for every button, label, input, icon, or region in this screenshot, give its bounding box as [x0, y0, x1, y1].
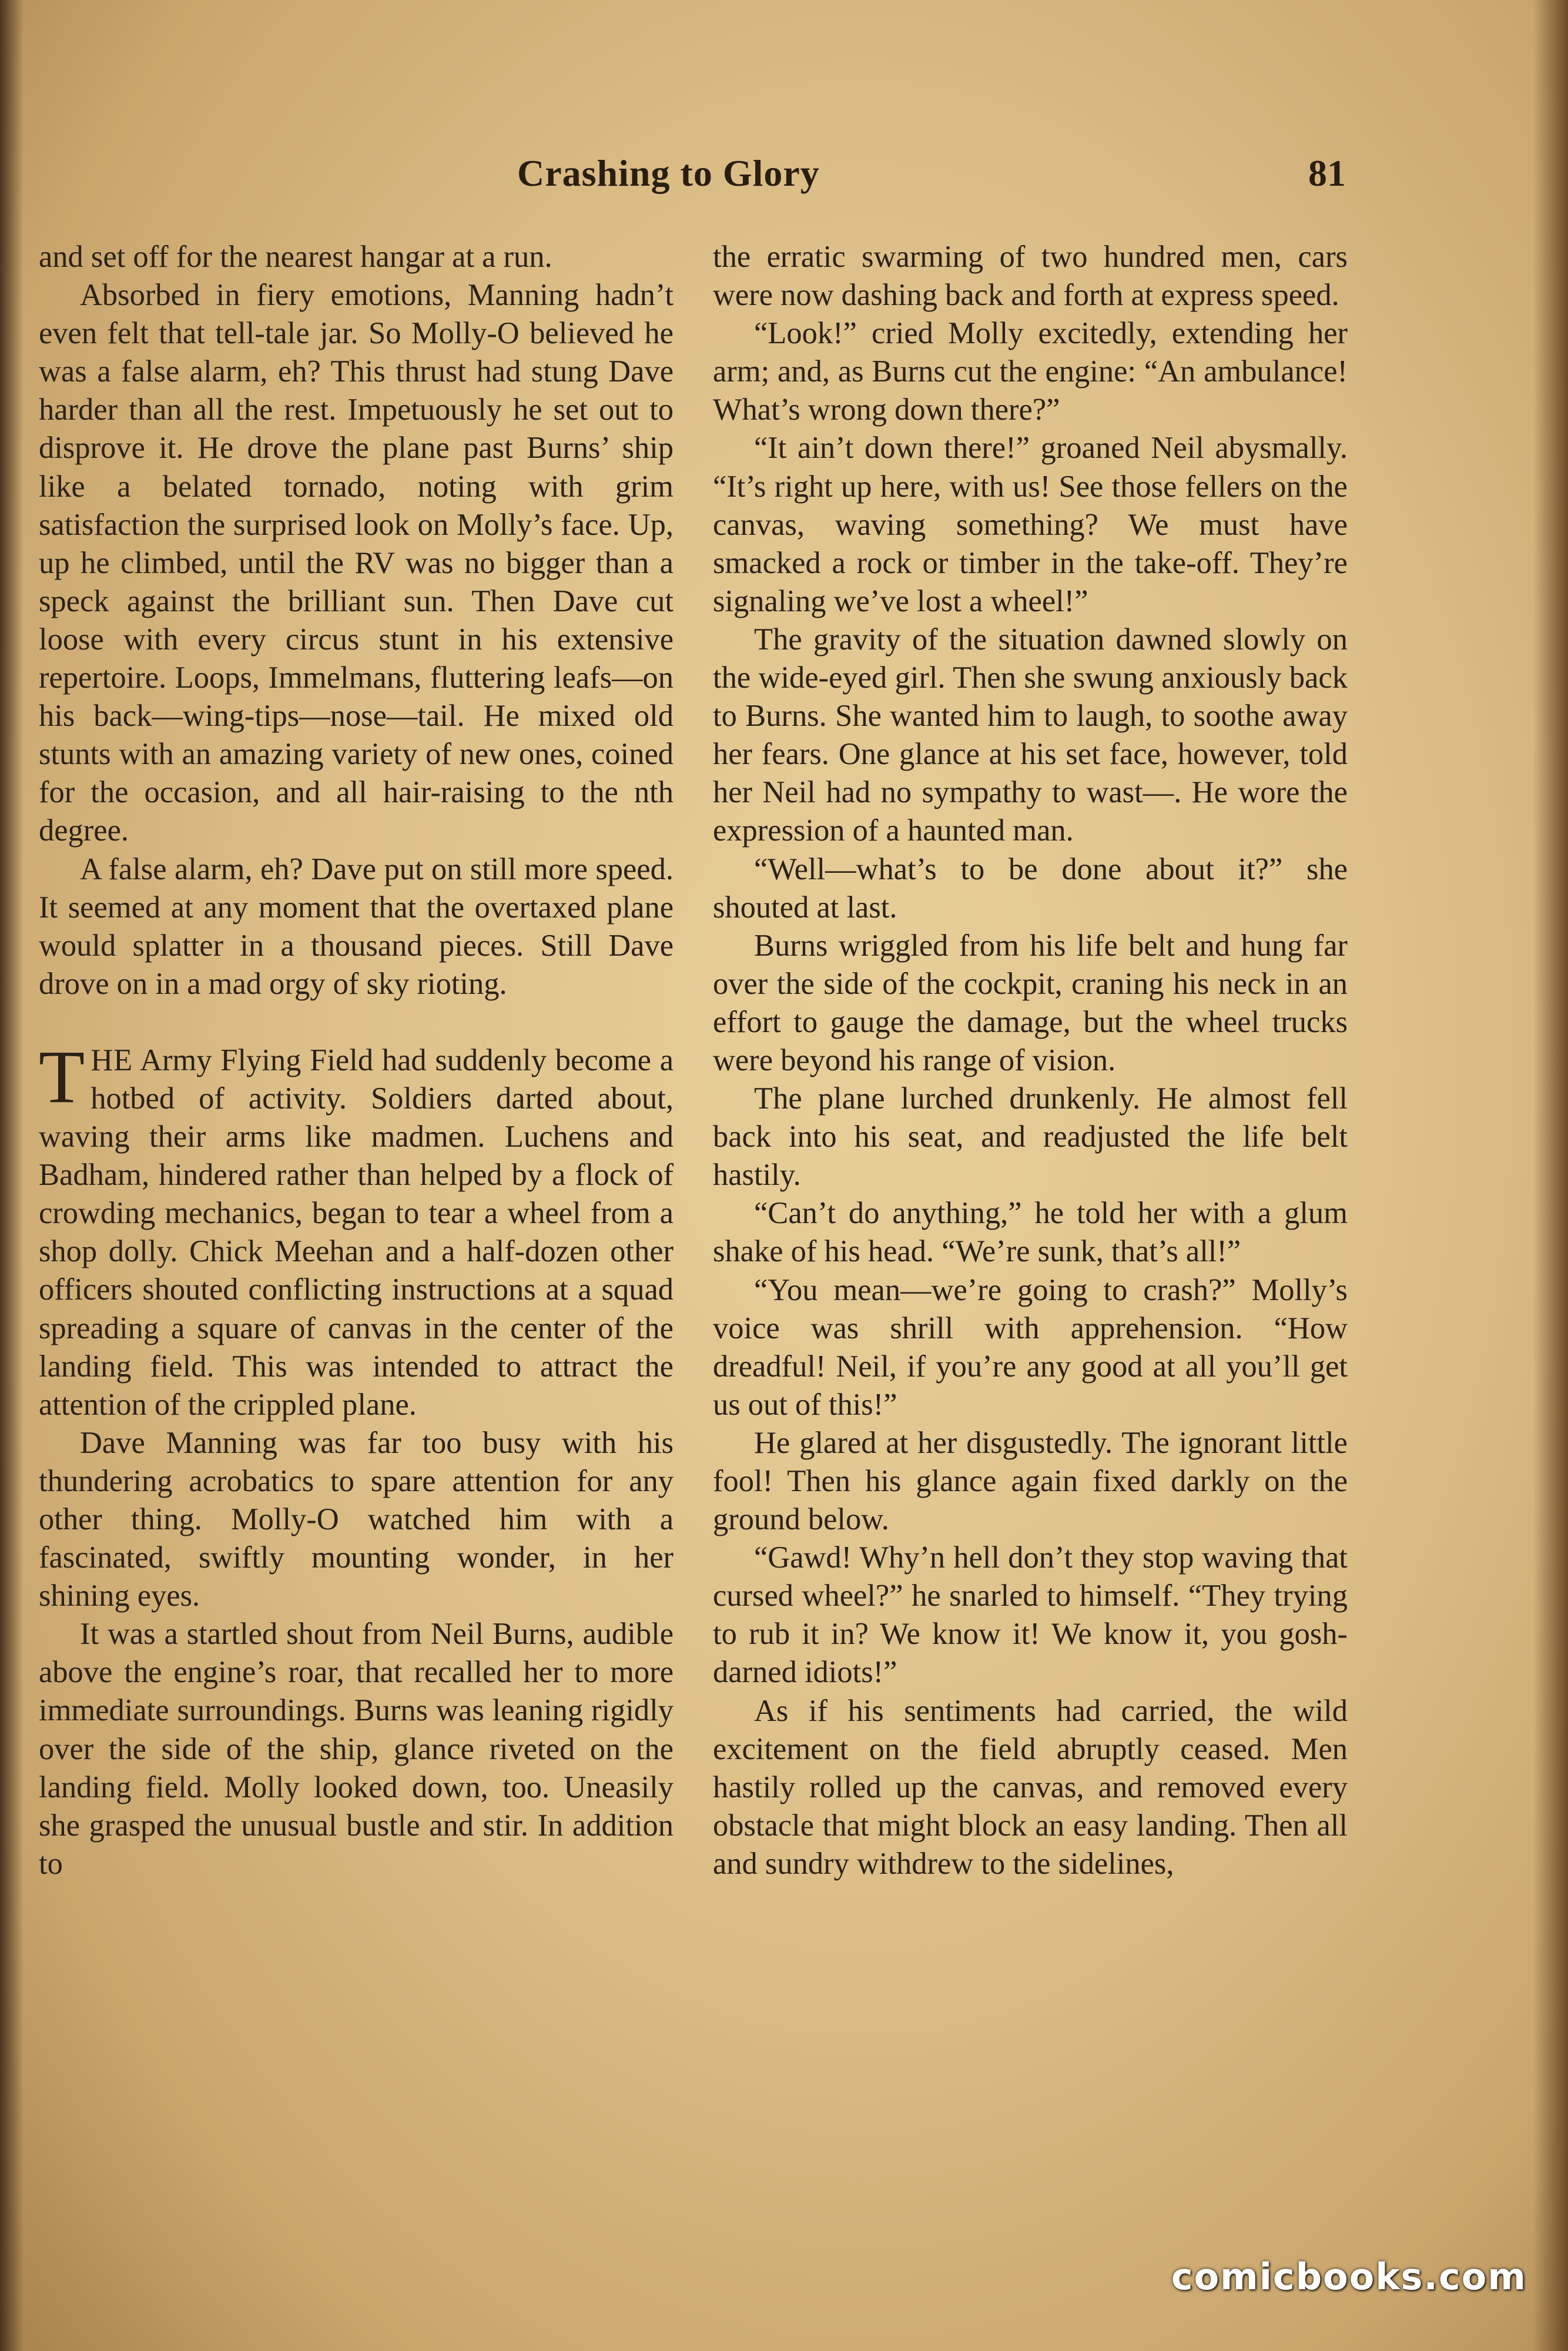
paragraph: “You mean—we’re going to crash?” Molly’s voice was shrill with apprehension. “How dreadful! Neil, if you’re any good at all you’ll get us out of this!”	[713, 1272, 1348, 1422]
section-opening-paragraph	[39, 1034, 674, 1424]
page-number: 81	[1308, 152, 1346, 194]
paragraph: Absorbed in fiery emotions, Manning hadn’t even felt that tell-tale jar. So Molly-O believed he was a false alarm, eh? This thrust had stung Dave harder than all the rest. Impetuously he set out to disprove it. He drove the plane past Burns’ ship like a belated tornado, noting with grim satisfaction the surprised look on Molly’s face. Up, up he climbed, until the RV was no bigger than a speck against the brilliant sun. Then Dave cut loose with every circus stunt in his extensive repertoire. Loops, Immelmans, fluttering leafs—on his back—wing-tips—nose—tail. He mixed old stunts with an amazing variety of new ones, coined for the occasion, and all hair-raising to the nth degree.	[39, 278, 674, 848]
small-caps-lead: HE	[91, 1043, 133, 1077]
paragraph: It was a startled shout from Neil Burns, audible above the engine’s roar, that recalled her to more immediate surroundings. Burns was leaning rigidly over the side of the ship, glance riveted on the landing field. Molly looked down, too. Uneasily she grasped the unusual bustle and stir. In addition to	[39, 1617, 674, 1881]
paragraph: Dave Manning was far too busy with his thundering acrobatics to spare attention for any other thing. Molly-O watched him with a fascinated, swiftly mounting wonder, in her shining eyes.	[39, 1425, 674, 1613]
paragraph: “Can’t do anything,” he told her with a glum shake of his head. “We’re sunk, that’s all!”	[713, 1196, 1348, 1269]
paragraph: Burns wriggled from his life belt and hung far over the side of the cockpit, craning his neck in an effort to gauge the damage, but the wheel trucks were beyond his range of vision.	[713, 928, 1348, 1077]
paragraph: “It ain’t down there!” groaned Neil abysmally. “It’s right up here, with us! See those fellers on the canvas, waving something? We must have smacked a rock or timber in the take-off. They’re signaling we’ve lost a wheel!”	[713, 431, 1348, 618]
paragraph: “Well—what’s to be done about it?” she shouted at last.	[713, 852, 1348, 925]
paragraph: A false alarm, eh? Dave put on still more speed. It seemed at any moment that the overtaxed plane would splatter in a thousand pieces. Still Dave drove on in a mad orgy of sky rioting.	[39, 852, 674, 1001]
drop-cap: T	[39, 1034, 85, 1118]
page-header	[35, 152, 1346, 205]
watermark: comicbooks.com	[1171, 2255, 1527, 2298]
left-column	[39, 238, 674, 1883]
right-column	[713, 238, 1348, 1883]
paragraph: the erratic swarming of two hundred men, cars were now dashing back and forth at express speed.	[713, 240, 1348, 313]
page-edge-shadow-left	[0, 0, 24, 2351]
paragraph: and set off for the nearest hangar at a run.	[39, 240, 552, 274]
paragraph: The plane lurched drunkenly. He almost fell back into his seat, and readjusted the life belt hastily.	[713, 1081, 1348, 1193]
paragraph: The gravity of the situation dawned slowly on the wide-eyed girl. Then she swung anxiously back to Burns. She wanted him to laugh, to soothe away her fears. One glance at his set face, however, told her Neil had no sympathy to wast—. He wore the expression of a haunted man.	[713, 622, 1348, 848]
paragraph: He glared at her disgustedly. The ignorant little fool! Then his glance again fixed darkly on the ground below.	[713, 1425, 1348, 1537]
paragraph-text: Army Flying Field had suddenly become a hotbed of activity. Soldiers darted about, waving their arms like madmen. Luchens and Badham, hindered rather than helped by a flock of crowding mechanics, began to tear a wheel from a shop dolly. Chick Meehan and a half-dozen other officers shouted conflicting instructions at a squad spreading a square of canvas in the center of the landing field. This was intended to attract the attention of the crippled plane.	[39, 1043, 674, 1422]
section-break	[39, 1003, 674, 1041]
running-title: Crashing to Glory	[517, 152, 820, 194]
page-edge-shadow-right	[1533, 0, 1568, 2351]
paragraph: As if his sentiments had carried, the wild excitement on the field abruptly ceased. Men hastily rolled up the canvas, and removed every obstacle that might block an easy landing. Then all and sundry withdrew to the sidelines,	[713, 1693, 1348, 1881]
paragraph: “Gawd! Why’n hell don’t they stop waving that cursed wheel?” he snarled to himself. “They trying to rub it in? We know it! We know it, you gosh-darned idiots!”	[713, 1540, 1348, 1690]
paragraph: “Look!” cried Molly excitedly, extending her arm; and, as Burns cut the engine: “An ambulance! What’s wrong down there?”	[713, 316, 1348, 427]
